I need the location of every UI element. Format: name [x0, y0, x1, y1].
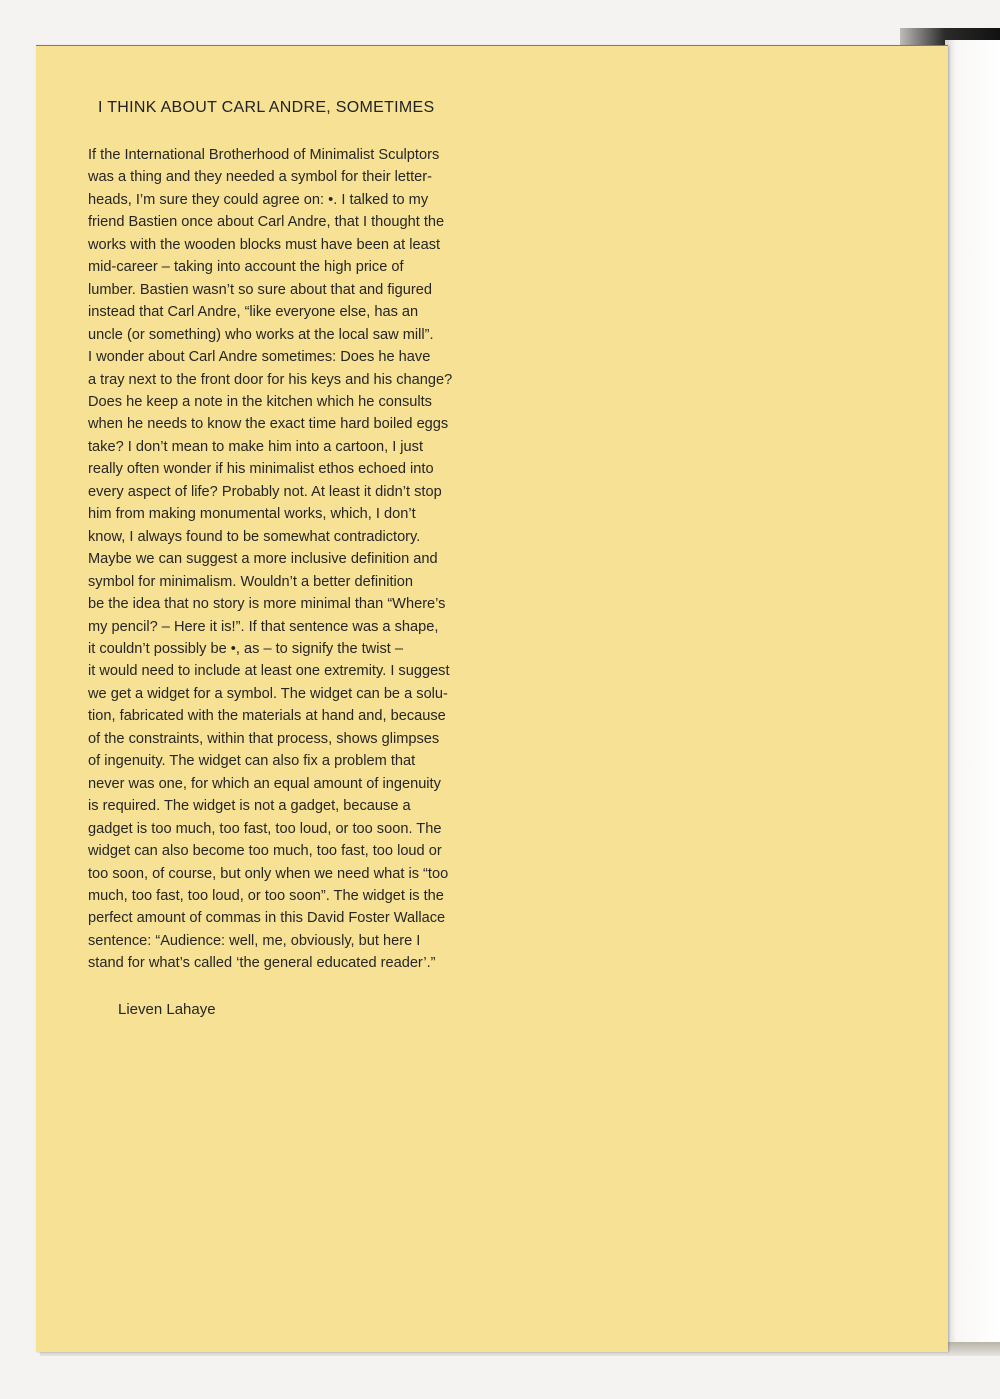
- body-line: we get a widget for a symbol. The widget can be a solu-: [88, 685, 448, 702]
- body-line: Maybe we can suggest a more inclusive definition and: [88, 551, 438, 568]
- body-line: be the idea that no story is more minimal than “Where’s: [88, 596, 446, 613]
- body-line: of the constraints, within that process, shows glimpses: [88, 730, 440, 747]
- body-line: when he needs to know the exact time hard boiled eggs: [88, 416, 449, 433]
- body-line: widget can also become too much, too fast, too loud or: [88, 843, 442, 860]
- article-title: I THINK ABOUT CARL ANDRE, SOMETIMES: [98, 99, 435, 116]
- body-line: friend Bastien once about Carl Andre, that I thought the: [88, 214, 445, 231]
- body-line: of ingenuity. The widget can also fix a problem that: [88, 753, 416, 770]
- body-line: too soon, of course, but only when we need what is “too: [88, 865, 449, 882]
- body-line: sentence: “Audience: well, me, obviously, but here I: [88, 932, 421, 949]
- article-body: [88, 144, 508, 975]
- body-line: perfect amount of commas in this David Foster Wallace: [88, 910, 446, 927]
- body-line: really often wonder if his minimalist ethos echoed into: [88, 461, 434, 478]
- back-page-edge: [945, 40, 1000, 1350]
- body-line: my pencil? – Here it is!”. If that sentence was a shape,: [88, 618, 439, 635]
- body-line: tion, fabricated with the materials at hand and, because: [88, 708, 446, 725]
- body-line: lumber. Bastien wasn’t so sure about that and figured: [88, 281, 432, 298]
- body-line: symbol for minimalism. Wouldn’t a better definition: [88, 573, 413, 590]
- body-line: works with the wooden blocks must have been at least: [88, 236, 441, 253]
- body-line: Does he keep a note in the kitchen which he consults: [88, 393, 432, 410]
- body-line: every aspect of life? Probably not. At least it didn’t stop: [88, 483, 442, 500]
- body-line: it couldn’t possibly be •, as – to signify the twist –: [88, 640, 403, 657]
- body-line: uncle (or something) who works at the local saw mill”.: [88, 326, 434, 343]
- body-line: never was one, for which an equal amount of ingenuity: [88, 775, 441, 792]
- body-line: take? I don’t mean to make him into a cartoon, I just: [88, 438, 424, 455]
- body-line: stand for what’s called ‘the general educated reader’.”: [88, 955, 436, 972]
- body-line: mid-career – taking into account the high price of: [88, 259, 404, 276]
- article: [88, 98, 508, 1018]
- body-line: him from making monumental works, which, I don’t: [88, 506, 416, 523]
- body-line: instead that Carl Andre, “like everyone else, has an: [88, 304, 419, 321]
- article-author: Lieven Lahaye: [118, 1000, 216, 1018]
- body-line: much, too fast, too loud, or too soon”. The widget is the: [88, 887, 444, 904]
- body-line: a tray next to the front door for his keys and his change?: [88, 371, 453, 388]
- body-line: was a thing and they needed a symbol for their letter-: [88, 169, 432, 186]
- body-line: know, I always found to be somewhat contradictory.: [88, 528, 421, 545]
- body-line: I wonder about Carl Andre sometimes: Does he have: [88, 349, 431, 366]
- body-line: If the International Brotherhood of Minimalist Sculptors: [88, 147, 440, 163]
- body-line: is required. The widget is not a gadget, because a: [88, 798, 411, 815]
- body-line: it would need to include at least one extremity. I suggest: [88, 663, 450, 680]
- body-line: gadget is too much, too fast, too loud, or too soon. The: [88, 820, 442, 837]
- booklet-page: [36, 46, 948, 1352]
- body-line: heads, I’m sure they could agree on: •. I talked to my: [88, 191, 429, 208]
